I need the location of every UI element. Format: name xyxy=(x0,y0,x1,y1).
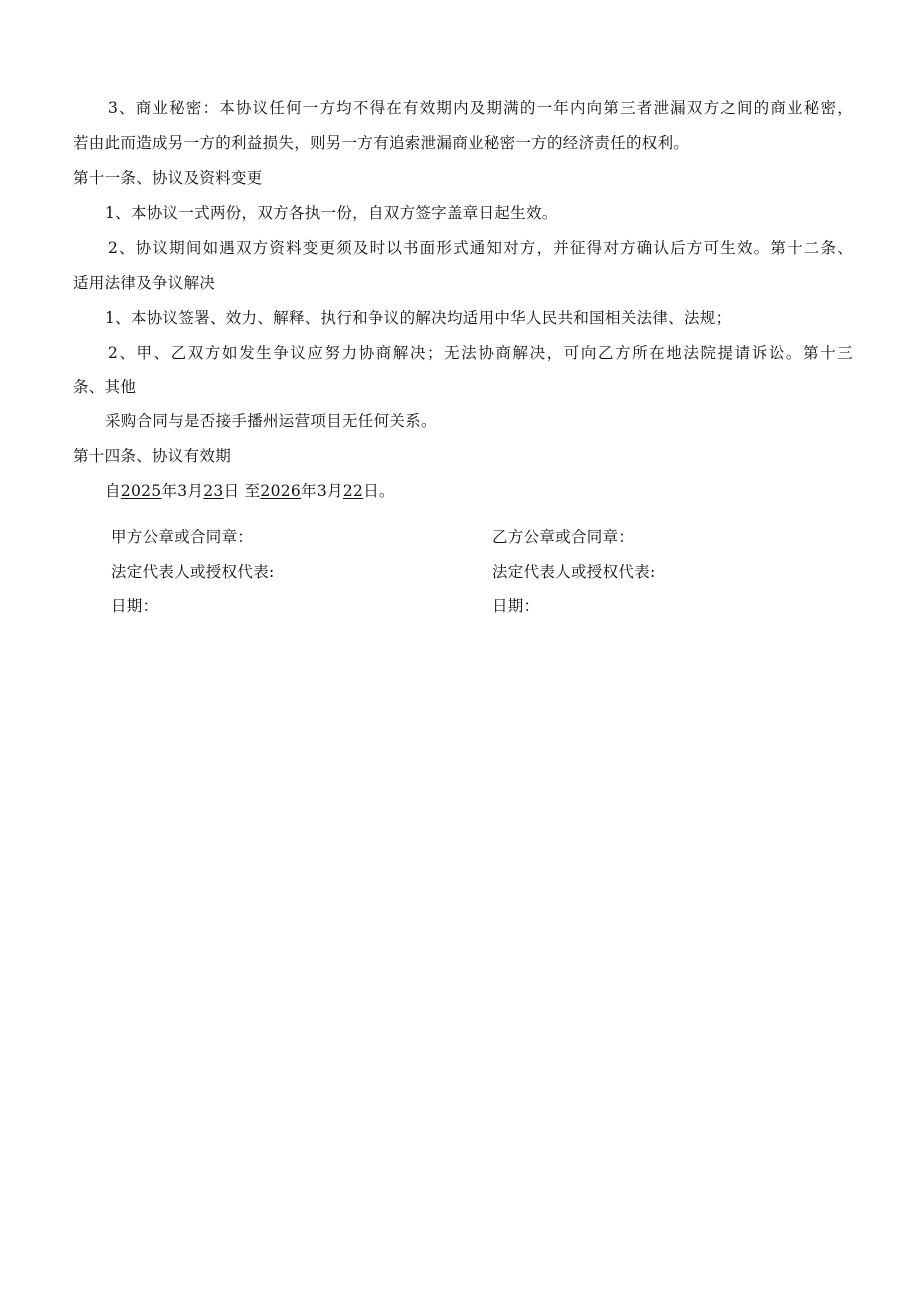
start-day: 23 xyxy=(203,482,224,500)
clause-11-item-2-line-1: 2、协议期间如遇双方资料变更须及时以书面形式通知对方，并征得对方确认后方可生效。第十二条、 xyxy=(108,239,853,257)
party-a-seal-label: 甲方公章或合同章： xyxy=(111,528,254,546)
clause-12-item-2-line-2: 条、其他 xyxy=(73,378,137,396)
clause-11-heading: 第十一条、协议及资料变更 xyxy=(73,169,263,187)
clause-11-item-1: 1、本协议一式两份，双方各执一份，自双方签字盖章日起生效。 xyxy=(105,204,558,222)
start-month: 3 xyxy=(177,482,188,500)
clause-12-item-1: 1、本协议签署、效力、解释、执行和争议的解决均适用中华人民共和国相关法律、法规； xyxy=(105,309,732,327)
clause-14-heading: 第十四条、协议有效期 xyxy=(73,447,232,465)
year-char-2: 年 xyxy=(301,482,317,500)
end-year: 2026 xyxy=(260,482,302,500)
party-b-date-label: 日期： xyxy=(492,597,540,615)
month-char: 月 xyxy=(187,482,204,500)
clause-13-text: 采购合同与是否接手播州运营项目无任何关系。 xyxy=(105,412,437,430)
clause-11-item-2-line-2: 适用法律及争议解决 xyxy=(73,274,216,292)
month-char-2: 月 xyxy=(327,482,343,500)
year-char: 年 xyxy=(161,482,178,500)
party-b-seal-label: 乙方公章或合同章： xyxy=(492,528,635,546)
validity-period xyxy=(105,481,395,501)
party-b-rep-label: 法定代表人或授权代表: xyxy=(492,563,656,581)
clause-12-item-2-line-1: 2、甲、乙双方如发生争议应努力协商解决；无法协商解决，可向乙方所在地法院提请诉讼。第十三 xyxy=(108,344,853,362)
clause-10-item-3-line-2: 若由此而造成另一方的利益损失，则另一方有追索泄漏商业秘密一方的经济责任的权利。 xyxy=(73,134,690,152)
day-char-to: 日 至 xyxy=(223,482,261,500)
validity-prefix: 自 xyxy=(105,482,121,500)
validity-suffix: 日。 xyxy=(363,482,395,500)
end-month: 3 xyxy=(316,482,328,500)
party-a-rep-label: 法定代表人或授权代表: xyxy=(111,563,275,581)
end-day: 22 xyxy=(342,482,364,500)
clause-10-item-3-line-1: 3、商业秘密：本协议任何一方均不得在有效期内及期满的一年内向第三者泄漏双方之间的商业秘密， xyxy=(108,99,853,117)
party-a-date-label: 日期： xyxy=(111,597,159,615)
start-year: 2025 xyxy=(120,482,162,500)
